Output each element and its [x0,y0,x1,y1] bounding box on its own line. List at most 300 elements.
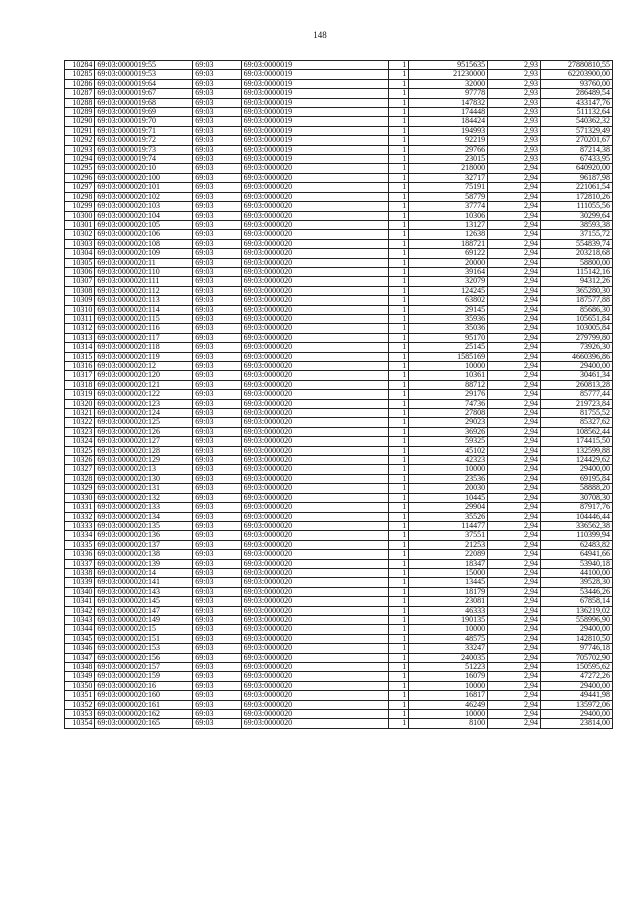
quarter-code-cell: 69:03:0000020 [241,427,388,436]
table-row [65,446,613,455]
quarter-code-cell: 69:03:0000020 [241,239,388,248]
table-row [65,615,613,624]
row-number-cell: 10344 [65,625,95,634]
quarter-code-cell: 69:03:0000020 [241,456,388,465]
value-cell: 4660396,86 [540,352,612,361]
area-cell: 95170 [409,333,488,342]
table-row [65,136,613,145]
cadastral-number-cell: 69:03:0000020:14 [95,568,193,577]
quarter-code-cell: 69:03:0000019 [241,89,388,98]
area-cell: 92219 [409,136,488,145]
rate-cell: 2,94 [488,314,541,323]
table-row [65,484,613,493]
cadastral-number-cell: 69:03:0000020:124 [95,409,193,418]
table-row [65,606,613,615]
area-cell: 39164 [409,267,488,276]
quarter-code-cell: 69:03:0000020 [241,258,388,267]
area-cell: 45102 [409,446,488,455]
row-number-cell: 10323 [65,427,95,436]
area-cell: 63802 [409,296,488,305]
row-number-cell: 10354 [65,719,95,728]
district-code-cell: 69:03 [193,380,241,389]
table-row [65,164,613,173]
table-row [65,108,613,117]
rate-cell: 2,94 [488,380,541,389]
row-number-cell: 10335 [65,540,95,549]
table-row [65,587,613,596]
rate-cell: 2,94 [488,305,541,314]
value-cell: 93760,00 [540,79,612,88]
value-cell: 49441,98 [540,691,612,700]
count-cell: 1 [389,362,409,371]
area-cell: 69122 [409,249,488,258]
row-number-cell: 10346 [65,644,95,653]
quarter-code-cell: 69:03:0000020 [241,615,388,624]
rate-cell: 2,94 [488,249,541,258]
area-cell: 16079 [409,672,488,681]
quarter-code-cell: 69:03:0000020 [241,314,388,323]
rate-cell: 2,94 [488,267,541,276]
value-cell: 29400,00 [540,362,612,371]
rate-cell: 2,94 [488,531,541,540]
cadastral-number-cell: 69:03:0000020:108 [95,239,193,248]
quarter-code-cell: 69:03:0000020 [241,173,388,182]
count-cell: 1 [389,399,409,408]
district-code-cell: 69:03 [193,578,241,587]
table-row [65,371,613,380]
cadastral-number-cell: 69:03:0000020:137 [95,540,193,549]
table-row [65,540,613,549]
row-number-cell: 10309 [65,296,95,305]
row-number-cell: 10326 [65,456,95,465]
rate-cell: 2,94 [488,559,541,568]
cadastral-number-cell: 69:03:0000020:136 [95,531,193,540]
count-cell: 1 [389,126,409,135]
value-cell: 29400,00 [540,710,612,719]
count-cell: 1 [389,691,409,700]
quarter-code-cell: 69:03:0000020 [241,503,388,512]
area-cell: 48575 [409,634,488,643]
rate-cell: 2,94 [488,681,541,690]
quarter-code-cell: 69:03:0000020 [241,493,388,502]
rate-cell: 2,94 [488,644,541,653]
area-cell: 240035 [409,653,488,662]
count-cell: 1 [389,61,409,70]
table-row [65,202,613,211]
count-cell: 1 [389,474,409,483]
cadastral-number-cell: 69:03:0000019:72 [95,136,193,145]
cadastral-number-cell: 69:03:0000020:147 [95,606,193,615]
table-row [65,155,613,164]
value-cell: 38593,38 [540,220,612,229]
district-code-cell: 69:03 [193,644,241,653]
row-number-cell: 10336 [65,550,95,559]
value-cell: 705702,90 [540,653,612,662]
district-code-cell: 69:03 [193,493,241,502]
value-cell: 433147,76 [540,98,612,107]
area-cell: 37774 [409,202,488,211]
rate-cell: 2,94 [488,672,541,681]
area-cell: 27808 [409,409,488,418]
area-cell: 97778 [409,89,488,98]
area-cell: 13445 [409,578,488,587]
count-cell: 1 [389,409,409,418]
district-code-cell: 69:03 [193,192,241,201]
value-cell: 44100,00 [540,568,612,577]
district-code-cell: 69:03 [193,333,241,342]
value-cell: 108562,44 [540,427,612,436]
count-cell: 1 [389,456,409,465]
area-cell: 21230000 [409,70,488,79]
district-code-cell: 69:03 [193,211,241,220]
value-cell: 73926,30 [540,343,612,352]
district-code-cell: 69:03 [193,446,241,455]
rate-cell: 2,94 [488,258,541,267]
count-cell: 1 [389,606,409,615]
quarter-code-cell: 69:03:0000020 [241,220,388,229]
count-cell: 1 [389,352,409,361]
table-row [65,286,613,295]
value-cell: 150595,62 [540,663,612,672]
district-code-cell: 69:03 [193,540,241,549]
table-row [65,98,613,107]
rate-cell: 2,94 [488,521,541,530]
area-cell: 29145 [409,305,488,314]
count-cell: 1 [389,305,409,314]
value-cell: 136219,02 [540,606,612,615]
count-cell: 1 [389,155,409,164]
row-number-cell: 10290 [65,117,95,126]
value-cell: 58800,00 [540,258,612,267]
district-code-cell: 69:03 [193,399,241,408]
value-cell: 221061,54 [540,183,612,192]
row-number-cell: 10284 [65,61,95,70]
cadastral-number-cell: 69:03:0000020:153 [95,644,193,653]
quarter-code-cell: 69:03:0000020 [241,559,388,568]
row-number-cell: 10324 [65,437,95,446]
value-cell: 94312,26 [540,277,612,286]
page-number: 148 [313,30,327,40]
value-cell: 365280,30 [540,286,612,295]
count-cell: 1 [389,512,409,521]
table-row [65,634,613,643]
district-code-cell: 69:03 [193,183,241,192]
cadastral-number-cell: 69:03:0000020:115 [95,314,193,323]
row-number-cell: 10295 [65,164,95,173]
quarter-code-cell: 69:03:0000020 [241,644,388,653]
quarter-code-cell: 69:03:0000020 [241,343,388,352]
district-code-cell: 69:03 [193,691,241,700]
rate-cell: 2,94 [488,663,541,672]
district-code-cell: 69:03 [193,79,241,88]
quarter-code-cell: 69:03:0000020 [241,296,388,305]
table-row [65,531,613,540]
rate-cell: 2,94 [488,474,541,483]
table-row [65,474,613,483]
district-code-cell: 69:03 [193,352,241,361]
cadastral-number-cell: 69:03:0000019:69 [95,108,193,117]
district-code-cell: 69:03 [193,202,241,211]
cadastral-number-cell: 69:03:0000020:151 [95,634,193,643]
quarter-code-cell: 69:03:0000020 [241,606,388,615]
area-cell: 9515635 [409,61,488,70]
quarter-code-cell: 69:03:0000020 [241,625,388,634]
rate-cell: 2,94 [488,202,541,211]
area-cell: 190135 [409,615,488,624]
area-cell: 22089 [409,550,488,559]
value-cell: 260813,28 [540,380,612,389]
cadastral-number-cell: 69:03:0000020:135 [95,521,193,530]
area-cell: 18347 [409,559,488,568]
value-cell: 540362,32 [540,117,612,126]
quarter-code-cell: 69:03:0000020 [241,305,388,314]
district-code-cell: 69:03 [193,145,241,154]
district-code-cell: 69:03 [193,296,241,305]
quarter-code-cell: 69:03:0000020 [241,587,388,596]
rate-cell: 2,94 [488,220,541,229]
district-code-cell: 69:03 [193,568,241,577]
district-code-cell: 69:03 [193,220,241,229]
table-row [65,568,613,577]
count-cell: 1 [389,634,409,643]
quarter-code-cell: 69:03:0000020 [241,399,388,408]
area-cell: 51223 [409,663,488,672]
area-cell: 174448 [409,108,488,117]
district-code-cell: 69:03 [193,710,241,719]
row-number-cell: 10288 [65,98,95,107]
row-number-cell: 10305 [65,258,95,267]
count-cell: 1 [389,202,409,211]
quarter-code-cell: 69:03:0000020 [241,568,388,577]
count-cell: 1 [389,89,409,98]
district-code-cell: 69:03 [193,625,241,634]
quarter-code-cell: 69:03:0000020 [241,352,388,361]
rate-cell: 2,94 [488,343,541,352]
table-row [65,249,613,258]
cadastral-number-cell: 69:03:0000019:71 [95,126,193,135]
count-cell: 1 [389,578,409,587]
row-number-cell: 10312 [65,324,95,333]
cadastral-number-cell: 69:03:0000019:64 [95,79,193,88]
value-cell: 85777,44 [540,390,612,399]
value-cell: 87214,38 [540,145,612,154]
area-cell: 29023 [409,418,488,427]
rate-cell: 2,94 [488,512,541,521]
quarter-code-cell: 69:03:0000020 [241,371,388,380]
value-cell: 187577,88 [540,296,612,305]
count-cell: 1 [389,258,409,267]
row-number-cell: 10303 [65,239,95,248]
district-code-cell: 69:03 [193,437,241,446]
district-code-cell: 69:03 [193,61,241,70]
value-cell: 279799,80 [540,333,612,342]
row-number-cell: 10298 [65,192,95,201]
data-table [64,60,613,729]
cadastral-number-cell: 69:03:0000020:106 [95,230,193,239]
quarter-code-cell: 69:03:0000019 [241,136,388,145]
rate-cell: 2,93 [488,61,541,70]
rate-cell: 2,93 [488,89,541,98]
row-number-cell: 10350 [65,681,95,690]
count-cell: 1 [389,503,409,512]
table-row [65,456,613,465]
value-cell: 37155,72 [540,230,612,239]
district-code-cell: 69:03 [193,615,241,624]
row-number-cell: 10333 [65,521,95,530]
quarter-code-cell: 69:03:0000020 [241,663,388,672]
area-cell: 35936 [409,314,488,323]
cadastral-number-cell: 69:03:0000020:128 [95,446,193,455]
rate-cell: 2,94 [488,230,541,239]
rate-cell: 2,93 [488,136,541,145]
value-cell: 97746,18 [540,644,612,653]
quarter-code-cell: 69:03:0000020 [241,540,388,549]
rate-cell: 2,94 [488,324,541,333]
row-number-cell: 10287 [65,89,95,98]
rate-cell: 2,94 [488,625,541,634]
row-number-cell: 10334 [65,531,95,540]
rate-cell: 2,94 [488,568,541,577]
quarter-code-cell: 69:03:0000020 [241,362,388,371]
table-row [65,61,613,70]
cadastral-number-cell: 69:03:0000020:160 [95,691,193,700]
row-number-cell: 10351 [65,691,95,700]
district-code-cell: 69:03 [193,267,241,276]
district-code-cell: 69:03 [193,164,241,173]
row-number-cell: 10340 [65,587,95,596]
cadastral-number-cell: 69:03:0000020:105 [95,220,193,229]
row-number-cell: 10297 [65,183,95,192]
rate-cell: 2,94 [488,634,541,643]
area-cell: 147832 [409,98,488,107]
cadastral-number-cell: 69:03:0000020:134 [95,512,193,521]
district-code-cell: 69:03 [193,362,241,371]
rate-cell: 2,93 [488,145,541,154]
value-cell: 67433,95 [540,155,612,164]
table-row [65,258,613,267]
cadastral-number-cell: 69:03:0000020:133 [95,503,193,512]
table-row [65,521,613,530]
quarter-code-cell: 69:03:0000019 [241,145,388,154]
table-row [65,512,613,521]
cadastral-number-cell: 69:03:0000019:70 [95,117,193,126]
district-code-cell: 69:03 [193,550,241,559]
count-cell: 1 [389,587,409,596]
table-row [65,672,613,681]
count-cell: 1 [389,249,409,258]
quarter-code-cell: 69:03:0000020 [241,653,388,662]
cadastral-number-cell: 69:03:0000020:16 [95,681,193,690]
rate-cell: 2,94 [488,164,541,173]
cadastral-number-cell: 69:03:0000020:114 [95,305,193,314]
row-number-cell: 10310 [65,305,95,314]
area-cell: 42323 [409,456,488,465]
value-cell: 27880810,55 [540,61,612,70]
cadastral-number-cell: 69:03:0000020:102 [95,192,193,201]
district-code-cell: 69:03 [193,531,241,540]
count-cell: 1 [389,211,409,220]
cadastral-number-cell: 69:03:0000019:68 [95,98,193,107]
quarter-code-cell: 69:03:0000020 [241,418,388,427]
rate-cell: 2,94 [488,540,541,549]
area-cell: 88712 [409,380,488,389]
area-cell: 32000 [409,79,488,88]
quarter-code-cell: 69:03:0000020 [241,550,388,559]
value-cell: 554839,74 [540,239,612,248]
rate-cell: 2,94 [488,446,541,455]
quarter-code-cell: 69:03:0000020 [241,691,388,700]
area-cell: 35036 [409,324,488,333]
count-cell: 1 [389,465,409,474]
district-code-cell: 69:03 [193,456,241,465]
table-row [65,465,613,474]
cadastral-number-cell: 69:03:0000020:112 [95,286,193,295]
area-cell: 59325 [409,437,488,446]
district-code-cell: 69:03 [193,371,241,380]
row-number-cell: 10332 [65,512,95,521]
quarter-code-cell: 69:03:0000020 [241,597,388,606]
table-row [65,427,613,436]
count-cell: 1 [389,644,409,653]
count-cell: 1 [389,173,409,182]
value-cell: 571329,49 [540,126,612,135]
value-cell: 29400,00 [540,681,612,690]
value-cell: 67858,14 [540,597,612,606]
district-code-cell: 69:03 [193,719,241,728]
row-number-cell: 10319 [65,390,95,399]
row-number-cell: 10316 [65,362,95,371]
table-row [65,343,613,352]
row-number-cell: 10321 [65,409,95,418]
area-cell: 218000 [409,164,488,173]
value-cell: 286489,54 [540,89,612,98]
row-number-cell: 10353 [65,710,95,719]
area-cell: 10000 [409,465,488,474]
table-body [65,61,613,729]
value-cell: 172810,26 [540,192,612,201]
table-row [65,550,613,559]
count-cell: 1 [389,493,409,502]
count-cell: 1 [389,230,409,239]
quarter-code-cell: 69:03:0000020 [241,183,388,192]
rate-cell: 2,94 [488,399,541,408]
district-code-cell: 69:03 [193,503,241,512]
cadastral-number-cell: 69:03:0000020:162 [95,710,193,719]
district-code-cell: 69:03 [193,521,241,530]
district-code-cell: 69:03 [193,484,241,493]
rate-cell: 2,94 [488,183,541,192]
table-row [65,89,613,98]
area-cell: 46333 [409,606,488,615]
cadastral-number-cell: 69:03:0000020:113 [95,296,193,305]
cadastral-number-cell: 69:03:0000020:104 [95,211,193,220]
value-cell: 85686,30 [540,305,612,314]
table-row [65,597,613,606]
value-cell: 47272,26 [540,672,612,681]
quarter-code-cell: 69:03:0000019 [241,155,388,164]
cadastral-number-cell: 69:03:0000020:143 [95,587,193,596]
district-code-cell: 69:03 [193,314,241,323]
value-cell: 336562,38 [540,521,612,530]
rate-cell: 2,94 [488,390,541,399]
rate-cell: 2,94 [488,493,541,502]
value-cell: 58888,20 [540,484,612,493]
quarter-code-cell: 69:03:0000020 [241,437,388,446]
rate-cell: 2,94 [488,691,541,700]
row-number-cell: 10285 [65,70,95,79]
rate-cell: 2,94 [488,653,541,662]
value-cell: 87917,76 [540,503,612,512]
